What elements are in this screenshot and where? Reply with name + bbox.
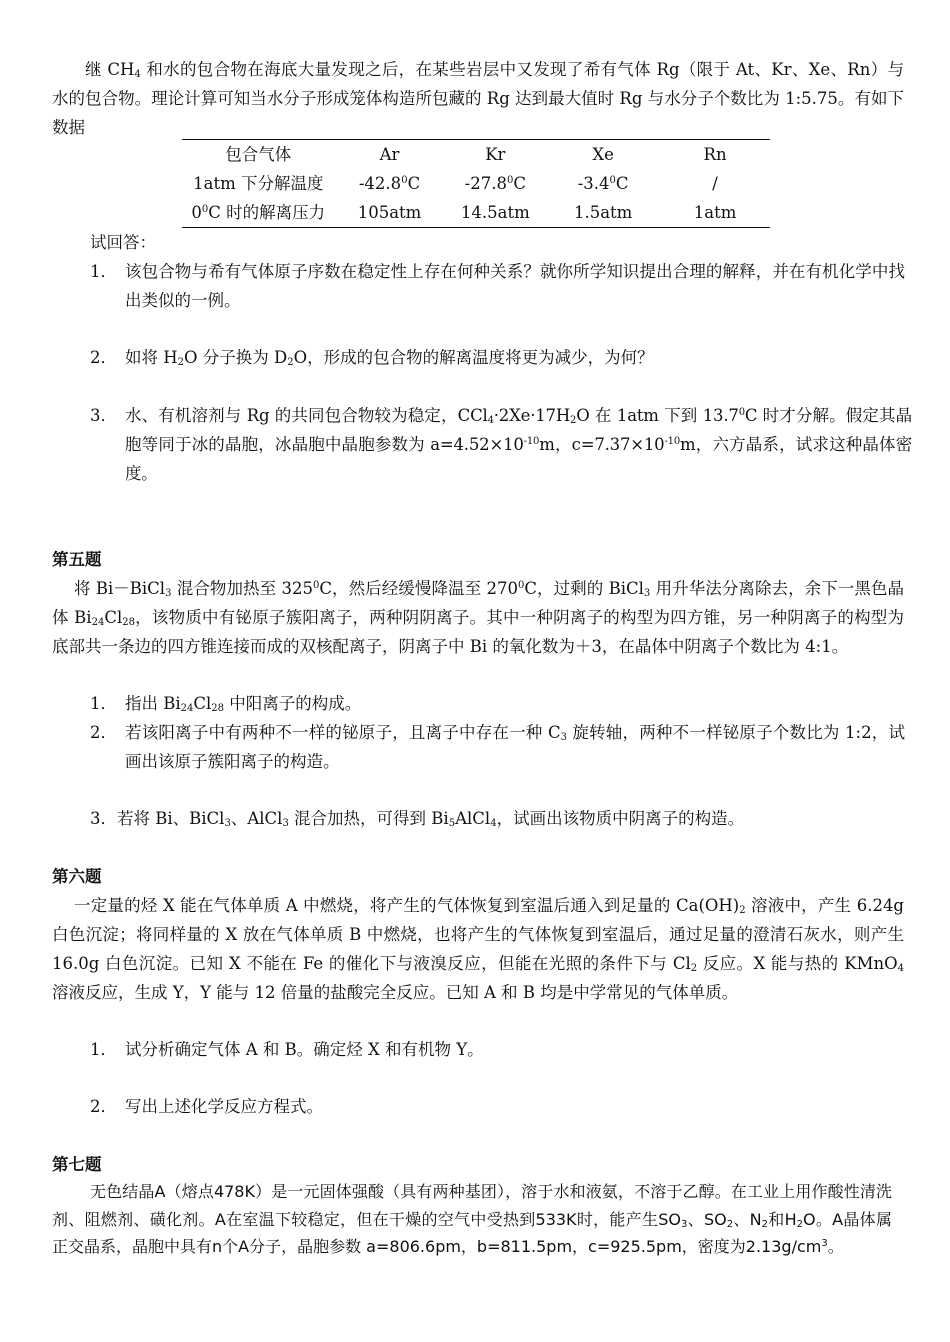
section-title-5: 第五题 xyxy=(52,550,102,569)
question-text: 指出 $Bi_{24}Cl_{28}$ 中阳离子的构成。 xyxy=(125,694,362,714)
question-number: 2． xyxy=(90,1097,117,1116)
table-cell: -27.8$^0$C xyxy=(464,174,526,193)
section-5-paragraph: 将 Bi－BiCl$_3$ 混合物加热至 $325^0C$，然后经缓慢降温至 $270^0C$，过剩的 BiCl$_3$ 用升华法分离除去，余下一黑色晶体 $Bi_{24}Cl_{28}$，该物质中有铋原子簇阳离子，两种阴阴离子。其中一种阴离子的构型为四方锥，另一种阴离子的构型为底部共一条边的四方锥连接而成的双核配离子，阴离子中 Bi 的氧化数为＋3，在晶体中阴离子个数比为 4:1。 xyxy=(52,579,905,656)
table-row-label: 1atm 下分解温度 xyxy=(193,174,324,193)
question-text: 水、有机溶剂与 Rg 的共同包合物较为稳定，$CCl_4\cdot 2Xe\cdot 17H_2O$ 在 1atm 下到 13.7$^0$C 时才分解。假定其晶胞等同于冰的晶胞，冰晶胞中晶胞参数为 $a=4.52\times 10^{-10}m$，$c=7.37\times 10^{-10}m$，六方晶系，试求这种晶体密度。 xyxy=(125,406,912,483)
intro-paragraph: 继 $CH_4$ 和水的包合物在海底大量发现之后，在某些岩层中又发现了希有气体 Rg（限于 At、Kr、Xe、Rn）与水的包合物。理论计算可知当水分子形成笼体构造所包藏的 Rg 达到最大值时 Rg 与水分子个数比为 1:5.75。有如下数据 xyxy=(52,60,904,137)
question-text: 如将 $H_2O$ 分子换为 $D_2O$，形成的包合物的解离温度将更为减少，为何？ xyxy=(125,348,654,368)
table-row-label: $0^0C$ 时的解离压力 xyxy=(191,203,326,222)
table-cell: -42.8$^0$C xyxy=(358,174,421,193)
question-item xyxy=(90,1035,905,1064)
table-header-row xyxy=(182,140,770,170)
clathrate-data-table xyxy=(182,139,770,228)
table-header-cell: Xe xyxy=(592,145,614,164)
table-row xyxy=(182,198,770,228)
table-cell: 14.5atm xyxy=(460,203,530,222)
answer-prompt: 试回答： xyxy=(90,233,156,252)
question-item: 3．若将 Bi、BiCl$_3$、AlCl$_3$ 混合加热，可得到 $Bi_5AlCl_4$，试画出该物质中阴离子的构造。 xyxy=(90,809,745,829)
question-item xyxy=(90,1092,905,1121)
question-item xyxy=(90,718,905,776)
table-cell: / xyxy=(712,174,718,193)
question-text: 该包合物与希有气体原子序数在稳定性上存在何种关系？就你所学知识提出合理的解释，并在有机化学中找出类似的一例。 xyxy=(125,262,905,310)
question-item xyxy=(90,257,905,315)
section-title-6: 第六题 xyxy=(52,867,102,886)
question-item xyxy=(90,401,912,488)
question-text: 写出上述化学反应方程式。 xyxy=(125,1097,323,1116)
question-number: 2． xyxy=(90,723,117,742)
section-7-paragraph: 无色结晶A（熔点478K）是一元固体强酸（具有两种基团），溶于水和液氨，不溶于乙醇。在工业上用作酸性清洗剂、阻燃剂、磺化剂。A在室温下较稳定，但在干燥的空气中受热到533K时，能产生$SO_3$、$SO_2$、$N_2$和$H_2O$。A晶体属正交晶系，晶胞中具有n个A分子，晶胞参数 a=806.6pm，b=811.5pm，c=925.5pm，密度为$2.13g/cm^3$。 xyxy=(52,1182,892,1256)
table-cell: $-3.4^0C$ xyxy=(577,174,629,193)
section-6-paragraph: 一定量的烃 X 能在气体单质 A 中燃烧，将产生的气体恢复到室温后通入到足量的 $Ca(OH)_2$ 溶液中，产生 6.24g 白色沉淀；将同样量的 X 放在气体单质 B 中燃烧，也将产生的气体恢复到室温后，通过足量的澄清石灰水，则产生 16.0g 白色沉淀。已知 X 不能在 Fe 的催化下与液溴反应，但能在光照的条件下与 $Cl_2$ 反应。X 能与热的 KMnO$_4$ 溶液反应，生成 Y，Y 能与 12 倍量的盐酸完全反应。已知 A 和 B 均是中学常见的气体单质。 xyxy=(52,896,905,1002)
section-title-7: 第七题 xyxy=(52,1155,102,1174)
question-number: 2． xyxy=(90,348,117,367)
table-cell: 1.5atm xyxy=(573,203,633,222)
question-text: 试分析确定气体 A 和 B。确定烃 X 和有机物 Y。 xyxy=(125,1040,484,1059)
question-number: 1． xyxy=(90,262,117,281)
table-header-cell: Rn xyxy=(703,145,727,164)
table-header-cell: 包合气体 xyxy=(225,145,292,164)
table-row xyxy=(182,169,770,198)
question-number: 1． xyxy=(90,1040,117,1059)
question-item xyxy=(90,689,905,718)
table-header-cell: Kr xyxy=(485,145,506,164)
question-text: 若该阳离子中有两种不一样的铋原子，且离子中存在一种 $C_3$ 旋转轴，两种不一样铋原子个数比为 1:2，试画出该原子簇阳离子的构造。 xyxy=(125,723,905,771)
table-cell: 1atm xyxy=(693,203,737,222)
question-number: 1． xyxy=(90,694,117,713)
table-cell: 105atm xyxy=(357,203,422,222)
question-number: 3． xyxy=(90,406,117,425)
question-item xyxy=(90,343,905,372)
table-header-cell: Ar xyxy=(379,145,400,164)
